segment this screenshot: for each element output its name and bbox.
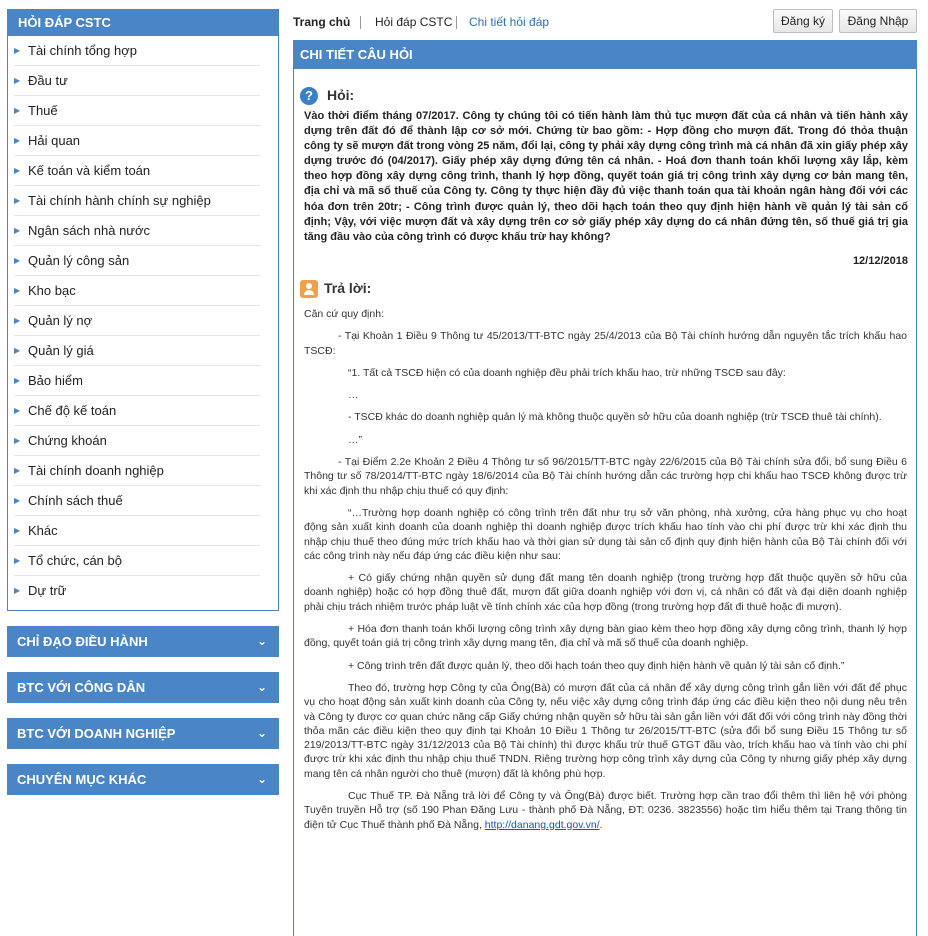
sidebar-item-label: Bảo hiểm xyxy=(28,373,83,388)
category-btc-voi-doanh-nghiep[interactable] xyxy=(7,718,279,749)
sidebar-item-label: Hải quan xyxy=(28,133,81,148)
sidebar-item-du-tru[interactable] xyxy=(8,576,278,606)
triangle-right-icon: ▶ xyxy=(14,46,21,55)
answer-label: Trả lời: xyxy=(324,280,372,296)
sidebar-item-label: Quản lý công sản xyxy=(28,253,130,268)
sidebar-item-bao-hiem[interactable] xyxy=(8,366,278,396)
tax-office-link[interactable]: http://danang.gdt.gov.vn/ xyxy=(484,818,600,831)
sidebar-item-label: Thuế xyxy=(28,103,58,118)
sidebar-item-label: Quản lý nợ xyxy=(28,313,93,328)
triangle-right-icon: ▶ xyxy=(14,406,21,415)
sidebar-item-label: Chính sách thuế xyxy=(28,493,123,508)
user-answer-icon xyxy=(300,280,318,298)
answer-paragraph: …” xyxy=(348,433,362,446)
triangle-right-icon: ▶ xyxy=(14,136,21,145)
sidebar-item-dau-tu[interactable] xyxy=(8,66,278,96)
answer-paragraph: Căn cứ quy định: xyxy=(304,308,384,320)
triangle-right-icon: ▶ xyxy=(14,586,21,595)
sidebar-item-quan-ly-no[interactable] xyxy=(8,306,278,336)
question-detail-panel xyxy=(293,40,917,936)
breadcrumb-divider xyxy=(360,16,361,29)
triangle-right-icon: ▶ xyxy=(14,286,21,295)
question-heading xyxy=(300,85,354,105)
sidebar-item-label: Quản lý giá xyxy=(28,343,94,358)
triangle-right-icon: ▶ xyxy=(14,226,21,235)
triangle-right-icon: ▶ xyxy=(14,256,21,265)
sidebar-item-hai-quan[interactable] xyxy=(8,126,278,156)
category-btc-voi-cong-dan[interactable] xyxy=(7,672,279,703)
category-label: CHỈ ĐẠO ĐIỀU HÀNH xyxy=(17,634,148,649)
sidebar xyxy=(7,9,279,795)
sidebar-item-tai-chinh-doanh-nghiep[interactable] xyxy=(8,456,278,486)
category-chuyen-muc-khac[interactable] xyxy=(7,764,279,795)
sidebar-item-to-chuc-can-bo[interactable] xyxy=(8,546,278,576)
closing-period: . xyxy=(599,818,603,831)
sidebar-item-label: Chế độ kế toán xyxy=(28,403,117,418)
triangle-right-icon: ▶ xyxy=(14,376,21,385)
sidebar-item-chinh-sach-thue[interactable] xyxy=(8,486,278,516)
triangle-right-icon: ▶ xyxy=(14,496,21,505)
sidebar-item-label: Tài chính doanh nghiệp xyxy=(28,463,164,478)
sidebar-item-che-do-ke-toan[interactable] xyxy=(8,396,278,426)
answer-paragraph: + Có giấy chứng nhận quyền sử dụng đất mang tên doanh nghiệp (trong trường hợp đất thuộc quyền sở hữu của doanh nghiệp) hoặc có hợp đồng thuê đất, mượn đất giữa doanh nghiệp với đơn vị, cá nhân có đất và đại diện doanh nghiệp phải chịu trách nhiệm trước pháp luật về tính chính xác của hợp đồng (trong trường hợp đất đi thuê hoặc đi mượn). xyxy=(304,572,907,613)
question-label: Hỏi: xyxy=(327,87,355,103)
sidebar-item-label: Chứng khoán xyxy=(28,433,107,448)
answer-paragraph: … xyxy=(348,389,359,402)
breadcrumb-home[interactable]: Trang chủ xyxy=(293,15,351,29)
answer-paragraph: - TSCĐ khác do doanh nghiệp quản lý mà không thuộc quyền sở hữu của doanh nghiệp (trừ TSCĐ thuê tài chính). xyxy=(348,411,882,424)
sidebar-list xyxy=(8,36,278,610)
breadcrumb-section[interactable]: Hỏi đáp CSTC xyxy=(375,15,453,29)
sidebar-item-label: Kho bạc xyxy=(28,283,76,298)
category-chi-dao-dieu-hanh[interactable] xyxy=(7,626,279,657)
sidebar-item-ke-toan-kiem-toan[interactable] xyxy=(8,156,278,186)
triangle-right-icon: ▶ xyxy=(14,436,21,445)
sidebar-item-thue[interactable] xyxy=(8,96,278,126)
top-bar xyxy=(293,9,917,35)
category-label: BTC VỚI CÔNG DÂN xyxy=(17,680,146,695)
sidebar-item-label: Tài chính hành chính sự nghiệp xyxy=(28,193,211,208)
sidebar-item-tai-chinh-tong-hop[interactable] xyxy=(8,36,278,66)
question-text: Vào thời điểm tháng 07/2017. Công ty chúng tôi có tiến hành làm thủ tục mượn đất của cá nhân và tiến hành xây dựng trên đất đó để thành lập cơ sở mới. Chứng từ bao gồm: - Hợp đồng cho mượn đất. Trong đó thỏa thuận công ty sẽ mượn đất trong vòng 25 năm, đổi lại, công ty phải xây dựng công trình mà cá nhân đã xin giấy phép xây dựng trước đó (04/2017). Giấy phép xây dựng đứng tên cá nhân. - Hoá đơn thanh toán khối lượng xây lắp, kèm theo hợp đồng xây dựng công trình, thanh lý hợp đồng, quyết toán giá trị công trình xây dựng cơ bản mang tên, địa chỉ và mã số thuế của Công ty. Công ty thực hiện đầy đủ việc thanh toán qua tài khoản ngân hàng đối với các hóa đơn trên 20tr; - Công trình được quản lý, theo dõi hạch toán theo quy định hiện hành về quản lý tài sản cố định; Vậy, với việc mượn đất và xây dựng trên cơ sở giấy phép xây dựng do cá nhân đứng tên, số thuế giá trị gia tăng đầu vào của công trình có được khấu trừ hay không? xyxy=(304,110,908,243)
sidebar-item-label: Tổ chức, cán bộ xyxy=(28,553,122,568)
triangle-right-icon: ▶ xyxy=(14,346,21,355)
sidebar-item-chung-khoan[interactable] xyxy=(8,426,278,456)
sidebar-item-khac[interactable] xyxy=(8,516,278,546)
category-label: CHUYÊN MỤC KHÁC xyxy=(17,772,147,787)
chevron-down-icon: ⌄ xyxy=(256,634,267,648)
sidebar-item-quan-ly-gia[interactable] xyxy=(8,336,278,366)
answer-paragraph: - Tại Khoản 1 Điều 9 Thông tư 45/2013/TT-BTC ngày 25/4/2013 của Bộ Tài chính hướng dẫn nguyên tắc trích khấu hao TSCĐ: xyxy=(304,330,907,357)
triangle-right-icon: ▶ xyxy=(14,466,21,475)
sidebar-item-tai-chinh-hcsn[interactable] xyxy=(8,186,278,216)
answer-paragraph: + Hóa đơn thanh toán khối lượng công trình xây dựng bàn giao kèm theo hợp đồng xây dựng công trình, thanh lý hợp đồng, quyết toán giá trị công trình xây dựng mang tên, địa chỉ và mã số thuế của doanh nghiệp. xyxy=(304,623,907,650)
sidebar-item-label: Kế toán và kiểm toán xyxy=(28,163,151,178)
register-button[interactable]: Đăng ký xyxy=(773,9,833,33)
sidebar-panel-hoi-dap xyxy=(7,9,279,611)
answer-paragraph: “…Trường hợp doanh nghiệp có công trình trên đất như trụ sở văn phòng, nhà xưởng, cửa hàng phục vụ cho hoạt động sản xuất kinh doanh của doanh nghiệp thì doanh nghiệp được trích khấu hao tính vào chi phí được trừ khi xác định thu nhập chịu thuế theo đúng mức trích khấu hao và thời gian sử dụng tài sản cố định quy định hiện hành của Bộ Tài chính đối với các công trình này nếu đáp ứng các điều kiện như sau: xyxy=(304,506,907,562)
sidebar-item-kho-bac[interactable] xyxy=(8,276,278,306)
login-button[interactable]: Đăng Nhập xyxy=(839,9,917,33)
answer-paragraph-closing xyxy=(304,789,907,832)
sidebar-item-label: Ngân sách nhà nước xyxy=(28,223,151,238)
triangle-right-icon: ▶ xyxy=(14,76,21,85)
panel-title: CHI TIẾT CÂU HỎI xyxy=(294,41,916,69)
sidebar-item-quan-ly-cong-san[interactable] xyxy=(8,246,278,276)
triangle-right-icon: ▶ xyxy=(14,106,21,115)
question-mark-icon: ? xyxy=(300,87,318,105)
category-label: BTC VỚI DOANH NGHIỆP xyxy=(17,726,176,741)
answer-paragraph: - Tại Điểm 2.2e Khoản 2 Điều 4 Thông tư số 96/2015/TT-BTC ngày 22/6/2015 của Bộ Tài chính sửa đổi, bổ sung Điều 6 Thông tư số 78/2014/TT-BTC ngày 18/6/2014 của Bộ Tài chính hướng dẫn các trường hợp chi khấu hao TSCĐ không được trừ khi xác định thu nhập chịu thuế có quy định: xyxy=(304,456,907,497)
answer-paragraph: + Công trình trên đất được quản lý, theo dõi hạch toán theo quy định hiện hành về quản lý tài sản cố định.” xyxy=(348,659,845,672)
sidebar-item-label: Đầu tư xyxy=(28,73,68,88)
chevron-down-icon: ⌄ xyxy=(256,772,267,786)
breadcrumb-current[interactable]: Chi tiết hỏi đáp xyxy=(469,15,550,29)
sidebar-item-label: Dự trữ xyxy=(28,583,67,598)
closing-text: Cục Thuế TP. Đà Nẵng trả lời để Công ty và Ông(Bà) được biết. Trường hợp cần trao đổi thêm thì liên hệ với phòng Tuyên truyền Hỗ trợ (số 190 Phan Đăng Lưu - thành phố Đà Nẵng, ĐT: 0236. 3823556) hoặc tìm hiểu thêm tại Trang thông tin điện tử Cục Thuế thành phố Đà Nẵng, xyxy=(304,790,907,831)
answer-paragraph: Theo đó, trường hợp Công ty của Ông(Bà) có mượn đất của cá nhân để xây dựng công trình gắn liền với đất để phục vụ cho hoạt động sản xuất kinh doanh của Công ty, nếu việc xây dựng công trình đáp ứng các điều kiện theo nội dung nêu trên và Công ty được cơ quan chức năng cấp Giấy chứng nhận quyền sở hữu tài sản gắn liền với đất đối với công trình này đồng thời thỏa mãn các điều kiện theo quy định tại Khoản 10 Điều 1 Thông tư 26/2015/TT-BTC (sửa đổi bổ sung Điều 15 Thông tư số 219/2013/TT-BTC ngày 31/12/2013 của Bộ Tài chính) thì được khấu trừ thuế GTGT đầu vào, trích khấu hao và tính vào chi phí được trừ khi xác định thu nhập chịu thuế TNDN. Riêng trường hợp công trình xây dựng của Công ty nhưng giấy phép xây dựng mang tên cá nhân người cho thuê (mượn) đất là không phù hợp. xyxy=(304,681,907,780)
triangle-right-icon: ▶ xyxy=(14,556,21,565)
triangle-right-icon: ▶ xyxy=(14,316,21,325)
chevron-down-icon: ⌄ xyxy=(256,680,267,694)
answer-text xyxy=(304,307,907,840)
sidebar-item-label: Tài chính tổng hợp xyxy=(28,43,137,58)
breadcrumb-divider xyxy=(456,16,457,29)
sidebar-title: HỎI ĐÁP CSTC xyxy=(8,10,278,36)
answer-paragraph: “1. Tất cả TSCĐ hiện có của doanh nghiệp đều phải trích khấu hao, trừ những TSCĐ sau đây: xyxy=(348,366,786,379)
sidebar-item-label: Khác xyxy=(28,523,58,538)
chevron-down-icon: ⌄ xyxy=(256,726,267,740)
triangle-right-icon: ▶ xyxy=(14,196,21,205)
question-date: 12/12/2018 xyxy=(852,255,908,267)
triangle-right-icon: ▶ xyxy=(14,526,21,535)
answer-heading xyxy=(300,277,371,299)
triangle-right-icon: ▶ xyxy=(14,166,21,175)
sidebar-item-ngan-sach[interactable] xyxy=(8,216,278,246)
